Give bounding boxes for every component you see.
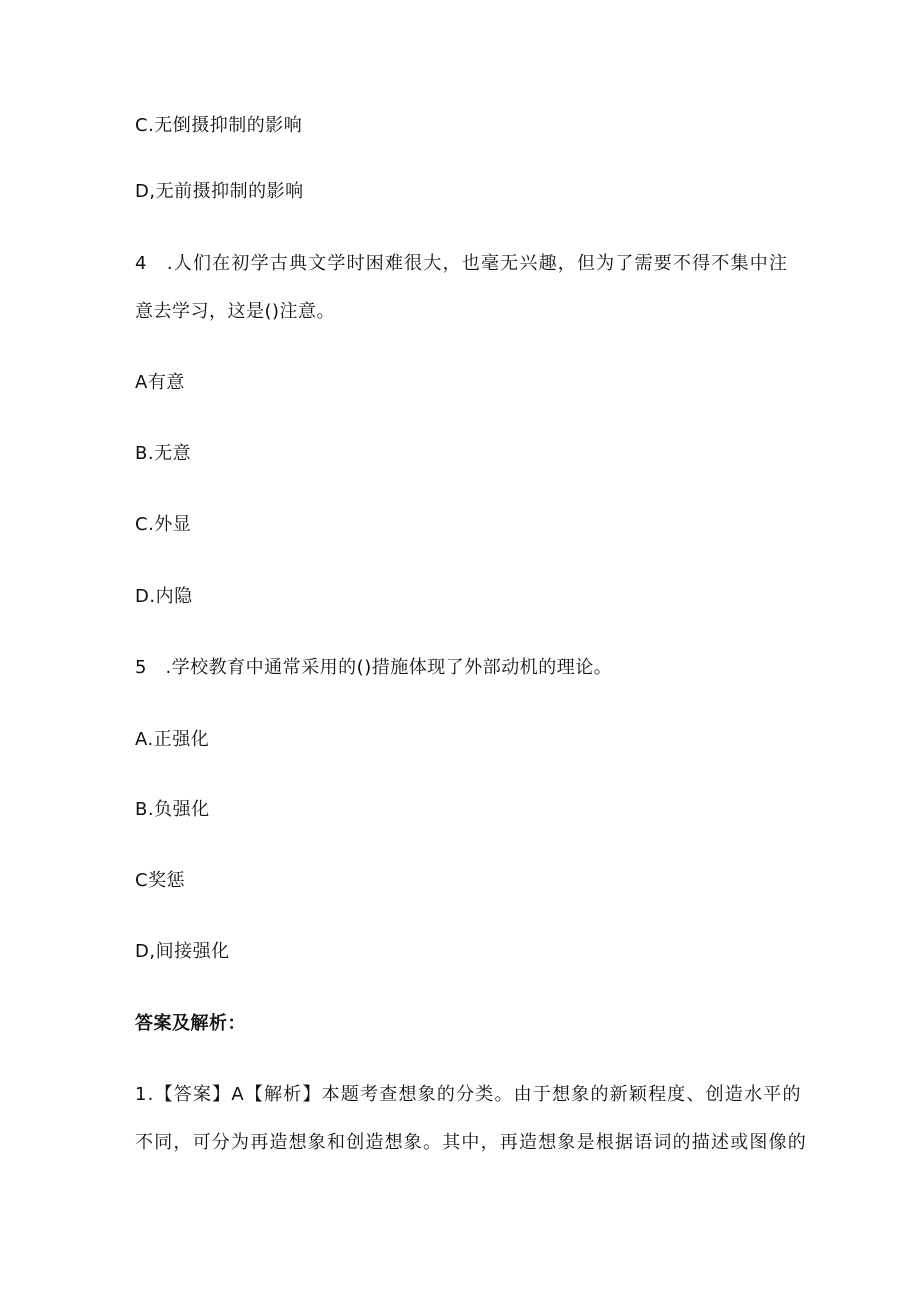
q5-stem: 5 .学校教育中通常采用的()措施体现了外部动机的理论。 [135, 657, 613, 678]
q4-stem-line-1: 4 .人们在初学古典文学时困难很大，也毫无兴趣，但为了需要不得不集中注 [135, 253, 789, 274]
answers-heading: 答案及解析： [135, 1013, 246, 1034]
q3-option-d: D,无前摄抑制的影响 [135, 181, 304, 202]
q4-option-a: A有意 [135, 372, 185, 393]
q4-option-d: D.内隐 [135, 586, 193, 607]
q5-option-c: C奖惩 [135, 870, 186, 891]
q3-option-c: C.无倒摄抑制的影响 [135, 115, 303, 136]
q5-option-d: D,间接强化 [135, 941, 230, 962]
q5-option-b: B.负强化 [135, 799, 210, 820]
q4-option-c: C.外显 [135, 514, 192, 535]
q4-stem-line-2: 意去学习，这是()注意。 [135, 301, 336, 322]
answer-1-line-1: 1.【答案】A【解析】本题考查想象的分类。由于想象的新颖程度、创造水平的 [135, 1084, 802, 1105]
q4-option-b: B.无意 [135, 443, 192, 464]
q5-option-a: A.正强化 [135, 729, 210, 750]
answer-1-line-2: 不同，可分为再造想象和创造想象。其中，再造想象是根据语词的描述或图像的 [135, 1132, 807, 1153]
